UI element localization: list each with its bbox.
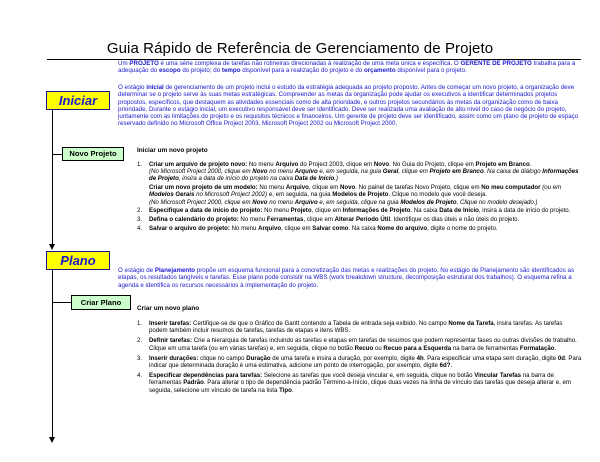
flow-arrow-1 <box>49 244 55 250</box>
criar-plano-list <box>137 320 582 395</box>
novo-projeto-heading: Iniciar um novo projeto <box>137 147 208 154</box>
phase-plano: Plano <box>46 251 110 270</box>
intro-paragraph: Um PROJETO é uma série complexa de tarefas não rotineiras direcionadas à realização de uma meta única e específica. O GERENTE DE PROJETO trabalha para a adequação do escopo do projeto; do tempo disponível para a realização do projeto e do orçamento disponível para o projeto. <box>118 60 576 75</box>
flow-line-2 <box>52 270 53 438</box>
flow-line-1 <box>52 110 53 245</box>
step-novo-projeto: Novo Projeto <box>62 147 124 161</box>
list-item: 4. Especificar dependências para tarefas: Selecione as tarefas que você deseja vincular e, em seguida, clique no botão Vincular Tarefas na barra de ferramentas Padrão. Para alterar o tipo de dependência padrão Término-a-Início, clique duas vezes na linha de vínculo das tarefas que deseja alterar e, em seguida, selecione um vínculo de tarefa na lista Tipo. <box>137 372 571 394</box>
list-item: 4. Salvar o arquivo do projeto: No menu Arquivo, clique em Salvar como. Na caixa Nome do arquivo, digite o nome do projeto. <box>137 224 498 232</box>
list-item: Criar um novo projeto de um modelo: No menu Arquivo, clique em Novo. No painel de tarefas Novo Projeto, clique em No meu computador (ou em Modelos Gerais no Microsoft Project 2002) e, em seguida, na guia Modelos de Projeto. Clique no modelo que você deseja. (No Microsoft Project 2000, clique em Novo no menu Arquivo e, em seguida, clique na guia Modelos de Projeto. Clique no modelo desejado.) <box>149 184 562 206</box>
step-criar-plano: Criar Plano <box>71 295 131 310</box>
list-item: 3. Inserir durações: clique no campo Duração de uma tarefa e insira a duração, por exemplo, digite 4h. Para especificar uma etapa sem duração, digite 0d. Para indicar que determinada duração é uma estimativa, adicione um ponto de interrogação, por exemplo, digite 6d?. <box>137 354 582 370</box>
plano-paragraph: O estágio de Planejamento propõe um esquema funcional para a concretização das metas e realizações do projeto. No estágio de Planejamento são identificados as etapas, os resultados tangíveis e tarefas. Esse plano pode consistir na WBS (work breakdown structure, decomposição estrutural dos trabalhos). O esquema refina a agenda e identifica os recursos necessários à implementação do projeto. <box>118 267 575 289</box>
phase-iniciar: Iniciar <box>46 91 110 110</box>
list-item: 1. Inserir tarefas: Certifique-se de que o Gráfico de Gantt contendo a Tabela de entrada seja exibido. No campo Nome da Tarefa, insira tarefas. As tarefas podem também incluir resumos de tarefas, tarefas de etapas e itens WBS. <box>137 320 563 335</box>
novo-projeto-list <box>137 161 582 233</box>
connector-criar-plano <box>52 302 71 303</box>
list-item: 1. Criar um arquivo de projeto novo: No menu Arquivo do Project 2003, clique em Novo. No Guia do Projeto, clique em Projeto em Branco. (No Microsoft Project 2000, clique em Novo no menu Arquivo e, em seguida, na guia Geral, clique em Projeto em Branco. Na caixa de diálogo Informações de Projeto, insira a data de início do projeto na caixa Data de Início.) <box>137 161 579 183</box>
list-item: 2. Especifique a data de início do projeto: No menu Projeto, clique em Informações de Projeto. Na caixa Data de Início, insira a data de início do projeto. <box>137 207 571 215</box>
iniciar-paragraph: O estágio inicial de gerenciamento de um projeto inclui o estudo da estratégia adequada ao projeto proposto. Antes de começar um novo projeto, a organização deve determinar se o projeto serve às suas metas estratégicas. Compreender as metas da organização pode ajudar os executivos a identificar determinados projetos propostos, específicos, que destaquem as atividades essenciais como de alta prioridade, e outros projetos secundários às metas da organização como de baixa prioridade. Durante o estágio inicial, um executivo responsável deve ser identificado. Deve ser realizada uma avaliação de alto nível do caso de negócio do projeto, juntamente com as limitações do projeto e os requisitos técnicos e financeiros. Um gerente de projeto deve ser identificado, assim como um plano de projeto de espaço reservado definido no Microsoft Office Project 2003, Microsoft Project 2002 ou Microsoft Project 2000. <box>118 84 579 128</box>
connector-novo-projeto <box>52 154 62 155</box>
list-item: 2. Definir tarefas: Crie a hierarquia de tarefas incluindo as tarefas e etapas em tarefas de resumos que podem representar fases ou outras divisões de trabalho. Clique em uma tarefa (ou em várias tarefas) e, em seguida, clique no botão Recuo ou Recuo para a Esquerda na barra de ferramentas Formatação. <box>137 337 577 352</box>
list-item: 3. Defina o calendário do projeto: No menu Ferramentas, clique em Alterar Período Útil. Identifique os dias úteis e não úteis do projeto. <box>137 215 520 223</box>
criar-plano-heading: Criar um novo plano <box>137 305 200 312</box>
flow-arrow-2 <box>49 437 55 443</box>
page-title: Guia Rápido de Referência de Gerenciamento de Projeto <box>106 40 494 57</box>
